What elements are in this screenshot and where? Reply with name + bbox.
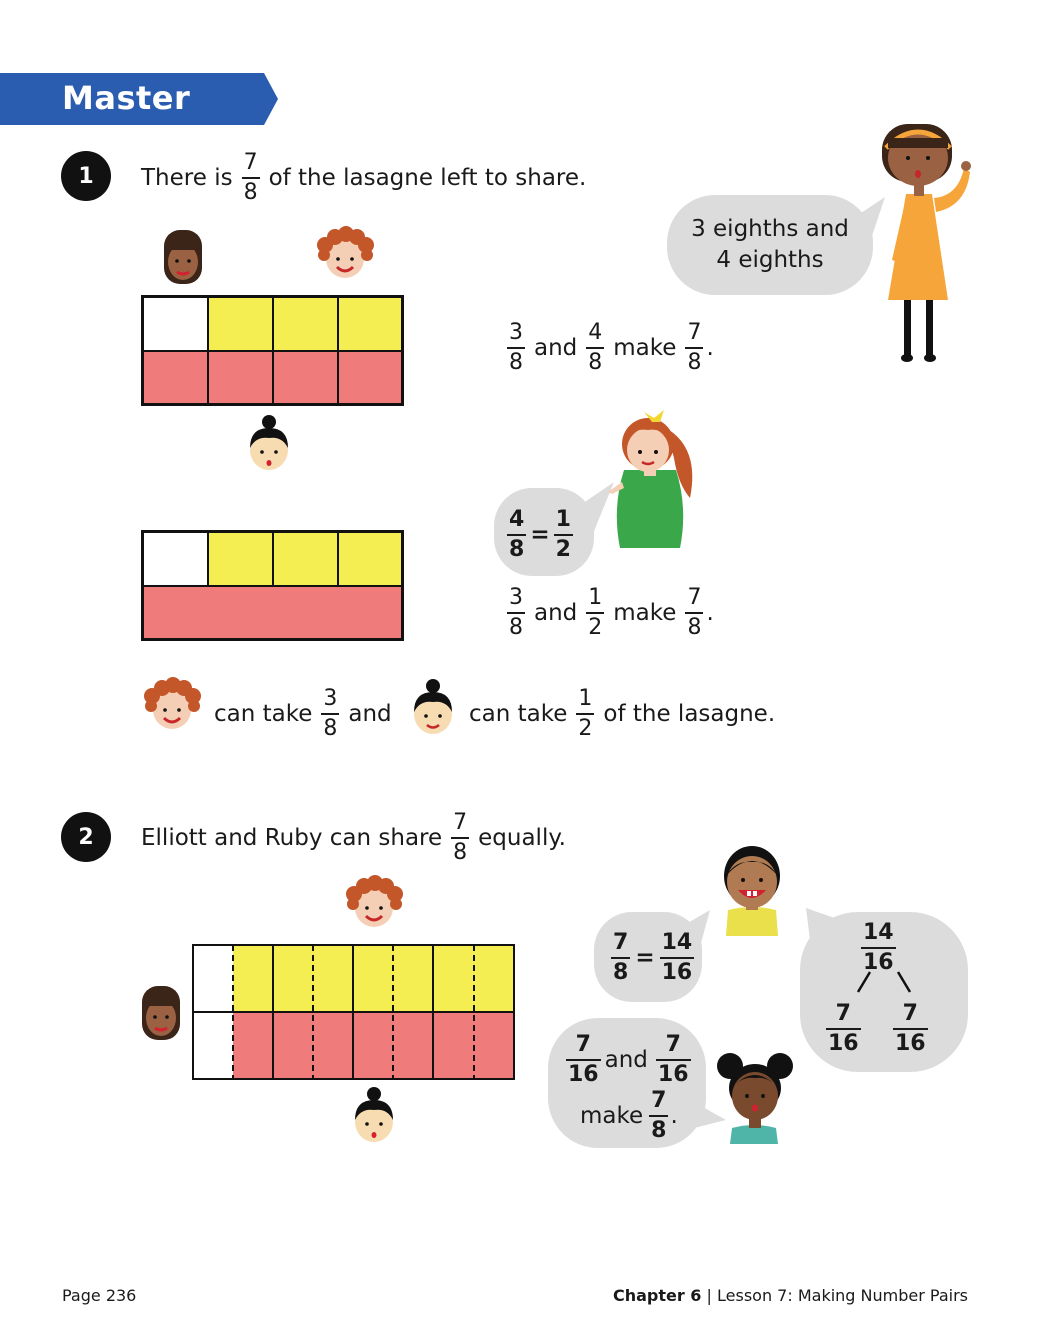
word: can take [469,701,568,727]
numerator: 7 [687,585,702,610]
q1-conclusion-part1 [214,688,392,740]
denominator: 8 [611,957,630,984]
fraction [826,1003,861,1055]
numerator: 7 [665,1032,681,1057]
numerator: 3 [509,320,523,345]
word: can take [214,701,313,727]
numerator: 7 [687,320,702,345]
numerator: 1 [555,507,571,532]
chapter-lesson-footer [613,1286,968,1305]
page-number: Page 236 [62,1286,137,1305]
girl-hair-bun-icon [246,414,292,474]
numerator: 1 [588,585,603,610]
q1-intro [141,152,586,204]
denominator: 8 [649,1115,668,1142]
grid-cell-yellow [273,297,338,351]
fraction [685,322,703,374]
denominator: 2 [554,534,573,561]
girl-afro-puffs-icon [716,1048,794,1144]
grid-cell-empty [143,532,208,586]
q2-intro-before: Elliott and Ruby can share [141,825,443,851]
denominator: 8 [242,177,260,204]
denominator: 8 [586,347,604,374]
numerator: 4 [509,507,525,532]
lasagne-grid-sixteenths [191,943,517,1083]
word: and [534,600,578,626]
fraction [660,932,695,984]
fraction [861,922,896,974]
numerator: 7 [243,150,258,175]
grid-cell-yellow [208,532,273,586]
question-number-2: 2 [61,812,111,862]
denominator: 16 [660,957,695,984]
denominator: 16 [656,1059,691,1086]
word: and [604,1047,648,1073]
numerator: 7 [902,1001,918,1026]
speech-bubble-eighths [667,214,873,276]
speech-bubble-equivalence [606,932,699,984]
fraction [507,322,525,374]
bubble-line: 3 eighths and [691,216,849,242]
q2-intro-after: equally. [478,825,566,851]
chapter-label: Chapter 6 [612,1286,702,1305]
word: make [580,1103,644,1129]
lasagne-grid-eighths [141,295,404,406]
fraction [507,509,526,561]
lasagne-grid-half [141,530,404,641]
grid-cell-yellow [273,532,338,586]
footer-separator: | [706,1286,712,1305]
fraction [611,932,630,984]
boy-curly-hair-icon [342,872,406,936]
fraction [451,812,469,864]
word: make [613,600,677,626]
denominator: 8 [685,347,703,374]
question-number-1: 1 [61,151,111,201]
grid-cell-red [338,351,402,404]
grid-cell-yellow [208,297,273,351]
speech-bubble-equivalence [503,509,577,561]
denominator: 2 [586,612,604,639]
word: and [348,701,392,727]
fraction [576,688,594,740]
grid-cell-yellow [338,532,402,586]
denominator: 16 [826,1028,861,1055]
grid-cell-red-half [143,586,402,639]
word: and [534,335,578,361]
girl-dark-hair-icon [160,228,206,286]
word: of the lasagne. [603,701,776,727]
period: . [706,335,714,361]
q2-intro [141,812,566,864]
q1-intro-after: of the lasagne left to share. [268,165,587,191]
grid-cell-red [273,351,338,404]
numerator: 4 [588,320,603,345]
tree-left-fraction [826,1003,861,1055]
numerator: 7 [835,1001,851,1026]
tree-right-fraction [893,1003,928,1055]
numerator: 3 [509,585,523,610]
boy-short-hair-icon [718,840,786,936]
fraction [649,1090,668,1142]
grid-cell-red [208,351,273,404]
q1-sentence-1 [498,322,714,374]
denominator: 8 [685,612,703,639]
fraction [566,1034,601,1086]
speech-bubble-sum-line-1 [566,1034,691,1086]
boy-curly-hair-icon [140,674,204,738]
numerator: 7 [613,930,629,955]
numerator: 1 [578,686,593,711]
numerator: 7 [453,810,468,835]
numerator: 3 [323,686,338,711]
grid-cell-yellow [338,297,402,351]
tree-top-fraction [861,922,896,974]
bubble-line: 4 eighths [716,247,824,273]
girl-character-icon [876,120,972,364]
period: . [706,600,714,626]
equals-sign: = [530,522,550,548]
grid-cell-red [143,351,208,404]
lesson-label: Lesson 7: Making Number Pairs [717,1286,968,1305]
girl-red-hair-icon [604,408,700,552]
period: . [670,1103,678,1129]
denominator: 8 [451,837,469,864]
denominator: 16 [861,947,896,974]
girl-dark-hair-icon [139,984,183,1042]
fraction [507,587,525,639]
denominator: 8 [507,612,525,639]
fraction [321,688,339,740]
numerator: 14 [661,930,693,955]
numerator: 7 [575,1032,591,1057]
denominator: 2 [576,713,594,740]
fraction [893,1003,928,1055]
numerator: 7 [651,1088,667,1113]
girl-hair-bun-icon [351,1086,397,1146]
fraction [685,587,703,639]
girl-hair-bun-icon [410,678,456,738]
fraction [586,322,604,374]
numerator: 14 [863,920,894,945]
fraction [586,587,604,639]
fraction [242,152,260,204]
boy-curly-hair-icon [313,223,377,287]
fraction [554,509,573,561]
speech-bubble-sum-line-2 [580,1090,678,1142]
denominator: 16 [566,1059,601,1086]
q1-conclusion-part2 [469,688,775,740]
equals-sign: = [635,945,655,971]
denominator: 8 [321,713,339,740]
grid-cell-empty [143,297,208,351]
section-title: Master [62,79,191,117]
fraction [656,1034,691,1086]
denominator: 8 [507,534,526,561]
denominator: 8 [507,347,525,374]
word: make [613,335,677,361]
q1-sentence-2 [498,587,714,639]
denominator: 16 [893,1028,928,1055]
q1-intro-before: There is [141,165,233,191]
